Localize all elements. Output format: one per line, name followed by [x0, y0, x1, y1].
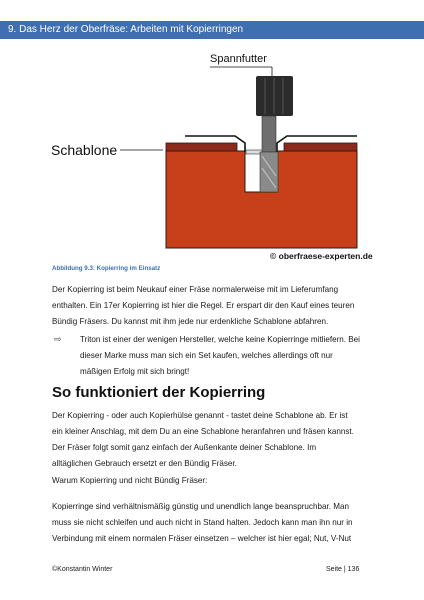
paragraph-advantages: [52, 499, 353, 547]
text-line: Der Fräser folgt somit ganz einfach der Außenkante deiner Schablone. Im: [52, 443, 317, 452]
paragraph-how: [52, 408, 354, 472]
text-line: Der Kopierring ist beim Neukauf einer Fräse normalerweise mit im Lieferumfang: [52, 285, 339, 294]
text-line: Kopierringe sind verhältnismäßig günstig und unendlich lange beanspruchbar. Man: [52, 502, 349, 511]
text-line: dieser Marke muss man sich ein Set kaufen, welches allerdings oft nur: [80, 351, 333, 360]
paragraph-intro: [52, 282, 354, 330]
text-line: Bündig Fräsers. Du kannst mit ihm jede nur erdenkliche Schablone abfahren.: [52, 317, 329, 326]
paragraph-why: [52, 473, 207, 489]
footer-author: ©Konstantin Winter: [52, 566, 113, 573]
copyright-notice: © oberfraese-experten.de: [270, 251, 373, 261]
text-line: muss sie nicht schleifen und auch nicht in Stand halten. Jedoch kann man ihn nur in: [52, 518, 353, 527]
footer-page-number: Seite | 136: [326, 566, 360, 573]
template-right: [284, 143, 357, 151]
figure-caption: Abbildung 9.3: Kopierring im Einsatz: [52, 265, 161, 272]
template-left: [166, 143, 237, 151]
text-line: Der Kopierring - oder auch Kopierhülse genannt - tastet deine Schablone ab. Er ist: [52, 411, 348, 420]
text-line: mäßigen Erfolg mit sich bringt!: [80, 367, 190, 376]
text-line: Warum Kopierring und nicht Bündig Fräser:: [52, 476, 208, 485]
text-line: alltäglichen Gebrauch ersetzt er den Bündig Fräser.: [52, 459, 237, 468]
chapter-header-bar: [0, 21, 424, 39]
text-line: Verbindung mit einem normalen Fräser einsetzen – welcher ist hier egal; Nut, V-Nut: [52, 534, 352, 543]
arrow-right-icon: ⇨: [54, 334, 62, 344]
chapter-title: 9. Das Herz der Oberfräse: Arbeiten mit Kopierringen: [8, 24, 244, 35]
text-line: Triton ist einer der wenigen Hersteller, welche keine Kopierringe mitliefern. Bei: [80, 335, 360, 344]
label-spannfutter: Spannfutter: [210, 53, 267, 65]
label-schablone: Schablone: [51, 142, 118, 158]
copy-ring-figure: [0, 40, 424, 270]
text-line: ein kleiner Anschlag, mit dem Du an eine Schablone heranfahren und fräsen kannst.: [52, 427, 354, 436]
section-heading: So funktioniert der Kopierring: [52, 384, 266, 401]
text-line: enthalten. Ein 17er Kopierring ist hier die Regel. Er erspart dir den Kauf eines teuren: [52, 301, 355, 310]
copy-ring-diagram: [0, 40, 424, 270]
bit-shank: [262, 116, 276, 152]
